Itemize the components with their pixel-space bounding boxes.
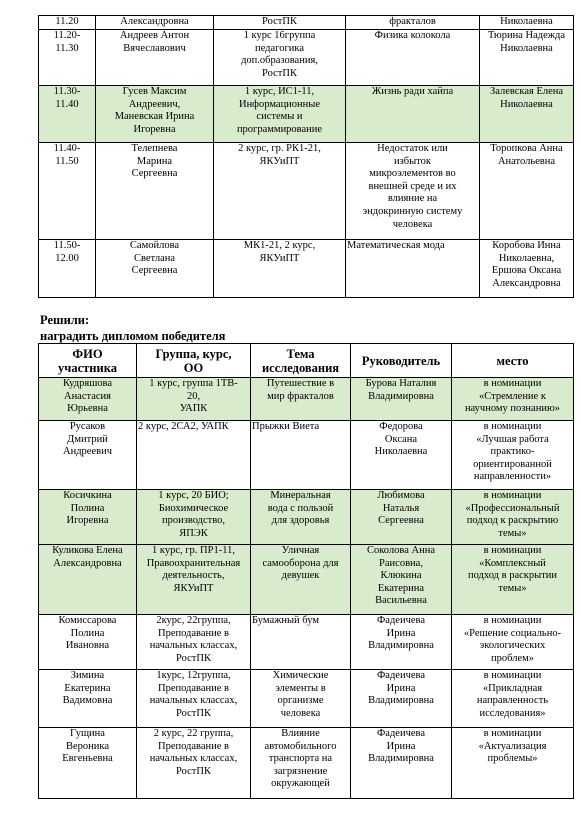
schedule-cell-name: Телепнева Марина Сергеевна [96,143,214,240]
winner-cell-group: 2 курс, 2СА2, УАПК [137,421,251,490]
winner-cell-topic: Прыжки Виета [251,421,351,490]
schedule-cell-group: 1 курс 16группа педагогика доп.образования, РостПК [214,30,346,86]
winner-row [39,421,574,490]
winner-row [39,490,574,545]
schedule-cell-name: Александровна [96,16,214,30]
decision-label: Решили: [40,313,90,327]
schedule-cell-topic: фракталов [346,16,480,30]
winner-cell-leader: Бурова Наталия Владимировна [351,378,452,421]
winner-cell-place: в номинации «Прикладная направленность исследования» [452,670,574,728]
winners-header-row [39,344,574,378]
winner-cell-place: в номинации «Стремление к научному познанию» [452,378,574,421]
schedule-cell-topic: Математическая мода [346,240,480,298]
schedule-row [39,16,574,30]
schedule-cell-time: 11.40- 11.50 [39,143,96,240]
winner-cell-group: 2курс, 22группа, Преподавание в начальных классах, РостПК [137,615,251,670]
winner-cell-leader: Федорова Оксана Николаевна [351,421,452,490]
header-topic: Тема исследования [251,344,351,378]
winner-cell-name: Гущина Вероника Евгеньевна [39,728,137,799]
schedule-cell-topic: Недостаток или избыток микроэлементов во внешней среде и их влияние на эндокринную систему человека [346,143,480,240]
schedule-table [38,15,574,298]
winner-cell-topic: Минеральная вода с пользой для здоровья [251,490,351,545]
winner-cell-leader: Любимова Наталья Сергеевна [351,490,452,545]
winner-cell-topic: Бумажный бум [251,615,351,670]
winner-row [39,545,574,615]
winner-row [39,378,574,421]
schedule-cell-group: РостПК [214,16,346,30]
schedule-cell-group: 2 курс, гр. РК1-21, ЯКУиПТ [214,143,346,240]
winner-cell-leader: Соколова Анна Раисовна, Клюкина Екатерина Васильевна [351,545,452,615]
header-place: место [452,344,574,378]
winner-cell-place: в номинации «Актуализация проблемы» [452,728,574,799]
winner-cell-group: 1 курс, гр. ПР1-11, Правоохранительная деятельность, ЯКУиПТ [137,545,251,615]
award-caption: наградить дипломом победителя [40,329,226,343]
winner-cell-leader: Фадеичева Ирина Владимировна [351,728,452,799]
winner-cell-group: 1 курс, 20 БИО; Биохимическое производство, ЯПЭК [137,490,251,545]
winner-cell-place: в номинации «Комплексный подход в раскрытии темы» [452,545,574,615]
winner-cell-leader: Фадеичева Ирина Владимировна [351,670,452,728]
winner-cell-name: Зимина Екатерина Вадимовна [39,670,137,728]
winner-row [39,728,574,799]
schedule-cell-time: 11.50- 12.00 [39,240,96,298]
schedule-cell-time: 11.30- 11.40 [39,86,96,143]
winner-cell-topic: Химические элементы в организме человека [251,670,351,728]
schedule-cell-group: 1 курс, ИС1-11, Информационные системы и программирование [214,86,346,143]
winner-cell-group: 2 курс, 22 группа, Преподавание в начальных классах, РостПК [137,728,251,799]
schedule-row [39,86,574,143]
schedule-cell-leader: Николаевна [480,16,574,30]
winner-cell-topic: Путешествие в мир фракталов [251,378,351,421]
winner-cell-name: Кудряшова Анастасия Юрьевна [39,378,137,421]
winner-cell-place: в номинации «Решение социально- экологических проблем» [452,615,574,670]
schedule-row [39,143,574,240]
winner-cell-group: 1 курс, группа 1ТВ- 20, УАПК [137,378,251,421]
winner-row [39,670,574,728]
schedule-cell-leader: Тюрина Надежда Николаевна [480,30,574,86]
schedule-row [39,30,574,86]
winner-cell-name: Куликова Елена Александровна [39,545,137,615]
winner-cell-topic: Уличная самооборона для девушек [251,545,351,615]
winner-cell-leader: Фадеичева Ирина Владимировна [351,615,452,670]
winner-cell-place: в номинации «Профессиональный подход к раскрытию темы» [452,490,574,545]
winner-cell-name: Русаков Дмитрий Андреевич [39,421,137,490]
winner-row [39,615,574,670]
schedule-row [39,240,574,298]
winner-cell-topic: Влияние автомобильного транспорта на загрязнение окружающей [251,728,351,799]
header-group: Группа, курс, ОО [137,344,251,378]
schedule-cell-name: Гусев Максим Андреевич, Маневская Ирина Игоревна [96,86,214,143]
schedule-cell-leader: Залевская Елена Николаевна [480,86,574,143]
winners-table [38,343,574,799]
winner-cell-name: Косичкина Полина Игоревна [39,490,137,545]
schedule-cell-name: Самойлова Светлана Сергеевна [96,240,214,298]
schedule-cell-topic: Жизнь ради хайпа [346,86,480,143]
winner-cell-group: 1курс, 12группа, Преподавание в начальных классах, РостПК [137,670,251,728]
header-participant: ФИО участника [39,344,137,378]
header-leader: Руководитель [351,344,452,378]
schedule-cell-group: МК1-21, 2 курс, ЯКУиПТ [214,240,346,298]
schedule-cell-time: 11.20- 11.30 [39,30,96,86]
winner-cell-name: Комиссарова Полина Ивановна [39,615,137,670]
schedule-cell-leader: Коробова Инна Николаевна, Ершова Оксана Александровна [480,240,574,298]
schedule-cell-topic: Физика колокола [346,30,480,86]
winner-cell-place: в номинации «Лучшая работа практико- ориентированной направленности» [452,421,574,490]
schedule-cell-name: Андреев Антон Вячеславович [96,30,214,86]
schedule-cell-time: 11.20 [39,16,96,30]
schedule-cell-leader: Торопкова Анна Анатольевна [480,143,574,240]
